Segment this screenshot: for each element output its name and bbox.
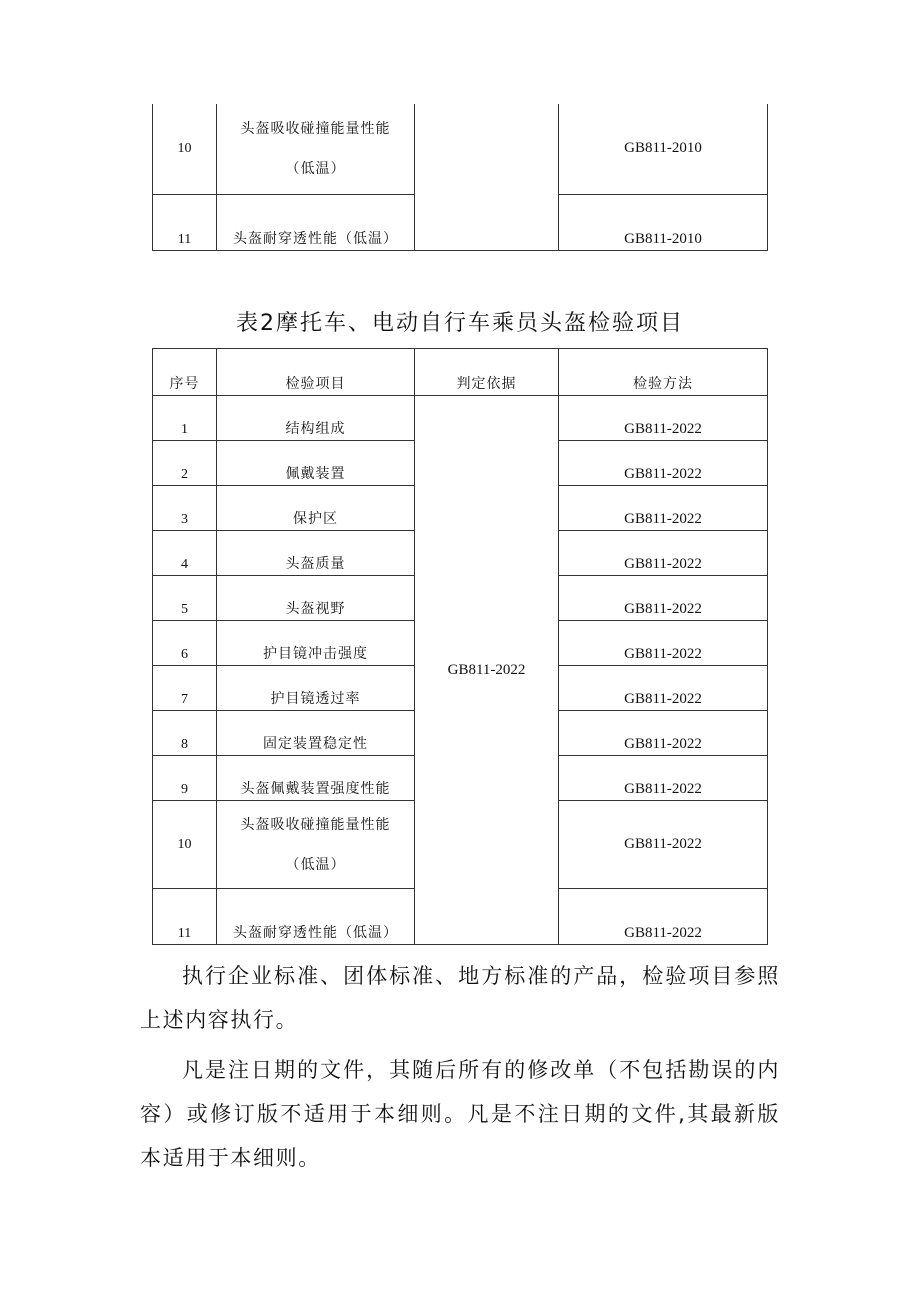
row-number: 7 [153, 666, 217, 711]
row-number: 9 [153, 756, 217, 801]
table-2-title: 表2摩托车、电动自行车乘员头盔检验项目 [236, 311, 684, 336]
test-method: GB811-2022 [559, 531, 768, 576]
test-method: GB811-2010 [559, 104, 768, 194]
item-name: 保护区 [217, 486, 415, 531]
table-row [153, 396, 768, 441]
item-name: 固定装置稳定性 [217, 711, 415, 756]
item-name: 头盔耐穿透性能（低温） [217, 194, 415, 250]
item-name-line1: 头盔吸收碰撞能量性能 [240, 120, 391, 137]
test-method: GB811-2010 [559, 194, 768, 250]
test-method: GB811-2022 [559, 666, 768, 711]
table-2-helmet-inspection [152, 348, 768, 945]
test-method: GB811-2022 [559, 621, 768, 666]
item-name: 头盔质量 [217, 531, 415, 576]
item-name [217, 104, 415, 194]
row-number: 4 [153, 531, 217, 576]
row-number: 8 [153, 711, 217, 756]
test-method: GB811-2022 [559, 576, 768, 621]
row-number: 5 [153, 576, 217, 621]
basis-standard: GB811-2022 [415, 396, 559, 945]
test-method: GB811-2022 [559, 889, 768, 945]
row-number: 10 [153, 104, 217, 194]
item-name-line2: （低温） [285, 160, 346, 177]
item-name: 头盔佩戴装置强度性能 [217, 756, 415, 801]
item-name: 护目镜透过率 [217, 666, 415, 711]
row-number: 10 [153, 801, 217, 889]
row-number: 11 [153, 194, 217, 250]
item-name-line2: （低温） [285, 856, 346, 873]
paragraph-dated-references: 凡是注日期的文件，其随后所有的修改单（不包括勘误的内容）或修订版不适用于本细则。凡是不注日期的文件,其最新版本适用于本细则。 [140, 1058, 780, 1170]
table-1-continuation [152, 104, 768, 251]
test-method: GB811-2022 [559, 396, 768, 441]
row-number: 6 [153, 621, 217, 666]
item-name: 护目镜冲击强度 [217, 621, 415, 666]
row-number: 2 [153, 441, 217, 486]
header-no: 序号 [153, 349, 217, 396]
test-method: GB811-2022 [559, 441, 768, 486]
test-method: GB811-2022 [559, 486, 768, 531]
row-number: 1 [153, 396, 217, 441]
row-number: 11 [153, 889, 217, 945]
item-name: 佩戴装置 [217, 441, 415, 486]
header-method: 检验方法 [559, 349, 768, 396]
item-name: 结构组成 [217, 396, 415, 441]
basis-cell-empty [415, 104, 559, 250]
test-method: GB811-2022 [559, 711, 768, 756]
header-item: 检验项目 [217, 349, 415, 396]
test-method: GB811-2022 [559, 801, 768, 889]
table-header-row [153, 349, 768, 396]
table-row [153, 104, 768, 194]
item-name-line1: 头盔吸收碰撞能量性能 [240, 816, 391, 833]
item-name: 头盔耐穿透性能（低温） [217, 889, 415, 945]
header-basis: 判定依据 [415, 349, 559, 396]
paragraph-standards-note: 执行企业标准、团体标准、地方标准的产品，检验项目参照上述内容执行。 [140, 964, 780, 1032]
test-method: GB811-2022 [559, 756, 768, 801]
row-number: 3 [153, 486, 217, 531]
item-name: 头盔视野 [217, 576, 415, 621]
item-name [217, 801, 415, 889]
